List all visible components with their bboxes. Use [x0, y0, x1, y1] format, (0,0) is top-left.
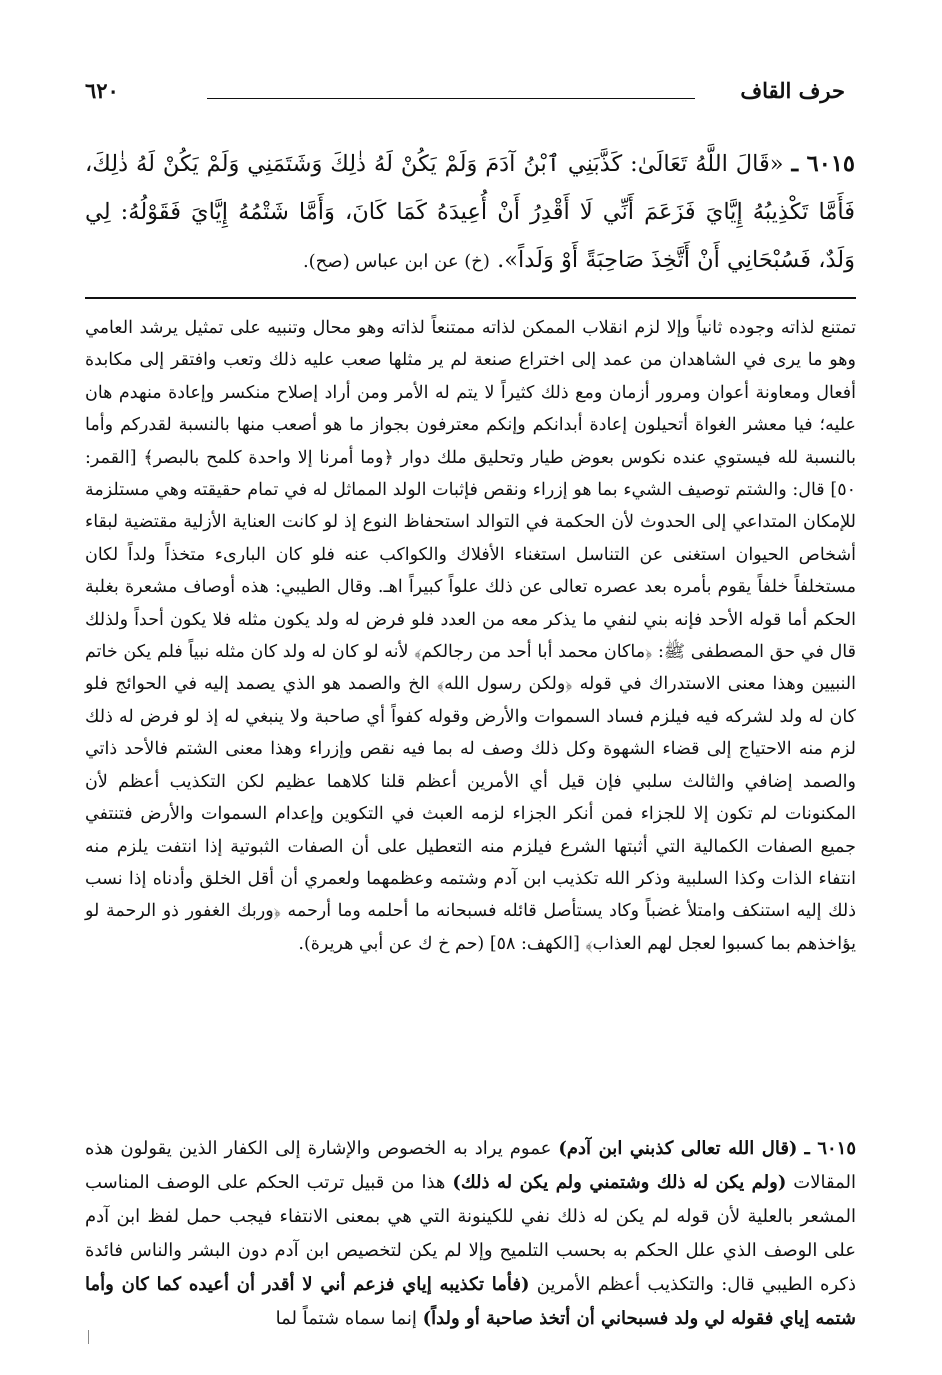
commentary-paragraph: تمتنع لذاته وجوده ثانياً وإلا لزم انقلاب الممكن لذاته ممتنعاً لذاته وهو محال وتنبيه على تمثيل يرشد العامي وهو ما يرى في الشاهدان من عمد إلى اختراع صنعة لم ير مثلها صعب عليه ذلك وتعب وافتقر إلى مكابدة أفعال ومعاونة أعوان ومرور أزمان ومع ذلك كثيراً لا يتم له الأمر ومن أراد إصلاح منكسر وإعادة منهدم هان عليه؛ فيا معشر الغواة أتحيلون إعادة أبدانكم وإنكم معترفون بجواز ما هو أصعب منها بالنسبة لقدركم وأما بالنسبة لله فيستوي عنده نكوس بعوض طيار وتحليق ملك دوار ﴿وما أمرنا إلا واحدة كلمح بالبصر﴾ [القمر: ٥٠] قال: والشتم توصيف الشيء بما هو إزراء ونقص فإثبات الولد المماثل له في تمام حقيقته وهي مستلزمة للإمكان المتداعي إلى الحدوث لأن الحكمة في التوالد استحفاظ النوع إذ لو كانت العناية الأزلية مقتضية لبقاء أشخاص الحيوان استغنى عن التناسل استغناء الأفلاك والكواكب عنه فلو كان البارىء متخذاً ولداً لكان مستخلفاً خلفاً يقوم بأمره بعد عصره تعالى عن ذلك علواً كبيراً اهـ. وقال الطيبي: هذه أوصاف مشعرة بغلبة الحكم أما قوله الأحد فإنه بني لنفي ما يذكر معه من العدد فلو فرض له ولد يكون مثله فلا يكون أحداً ولذلك قال في حق المصطفى ﷺ: ﴿ماكان محمد أبا أحد من رجالكم﴾ لأنه لو كان له ولد كان مثله نبياً فلم يكن خاتم النبيين وهذا معنى الاستدراك في قوله ﴿ولكن رسول الله﴾ الخ والصمد هو الذي يصمد إليه في الحوائج فلو كان له ولد لشركه فيه فيلزم فساد السموات والأرض وقوله كفواً أي صاحبة ولا ينبغي له إذ لو فرض له ذلك لزم منه الاحتياج إلى قضاء الشهوة وكل ذلك وصف له بما فيه نقص وإزراء وهذا معنى الشتم فالأحد ذاتي والصمد إضافي والثالث سلبي فإن قيل أي الأمرين أعظم قلنا كلاهما عظيم لكن التكذيب أعظم لأن المكنونات لم تكون إلا للجزاء فمن أنكر الجزاء لزمه العبث في التكوين وإعدام السموات والأرض فتنتفي جميع الصفات الكمالية التي أثبتها الشرع فيلزم منه التعطيل على أن الصفات الثبوتية إذا انتفت يلزم منه انتفاء الذات وكذا السلبية وذكر الله تكذيب ابن آدم وشتمه وعظمهما ولعمري أن أقل الخلق وأدناه إذا نسب ذلك إليه استنكف وامتلأ غضباً وكاد يستأصل قائله فسبحانه ما أحلمه وما أرحمه ﴿وربك الغفور ذو الرحمة لو يؤاخذهم بما كسبوا لعجل لهم العذاب﴾ [الكهف: ٥٨] (حم خ ك عن أبي هريرة).	[85, 318, 856, 954]
sharh-text-2: هذا من قبيل ترتب الحكم على الوصف المناسب المشعر بالعلية لأن قوله لم يكن له ذلك نفي للكينونة التي هي بمعنى الانتفاء فيجب حمل لفظ ابن آدم على الوصف الذي علل الحكم به بحسب التلميح وإلا لم يكن لتخصيص ابن آدم دون البشر والناس فائدة ذكره الطيبي قال: والتكذيب أعظم الأمرين	[85, 1172, 857, 1295]
hadith-source: (خ) عن ابن عباس (صح).	[302, 251, 490, 272]
hadith-text	[85, 140, 855, 286]
header-rule	[207, 98, 695, 99]
page-header	[85, 78, 845, 112]
sharh-text-3: إنما سماه شتماً لما	[275, 1308, 417, 1329]
sharh-lemma-2: (ولم يكن له ذلك وشتمني ولم يكن له ذلك)	[452, 1172, 787, 1193]
hadith-body: «قَالَ اللَّهُ تَعَالَىٰ: كَذَّبَنِي ٱبْنُ آدَمَ وَلَمْ يَكُنْ لَهُ ذٰلِكَ وَشَتَمَنِي وَلَمْ يَكُنْ لَهُ ذٰلِكَ، فَأَمَّا تَكْذِيبُهُ إِيَّايَ فَزَعَمَ أَنِّي لَا أَقْدِرُ أَنْ أُعِيدَهُ كَمَا كَانَ، وَأَمَّا شَتْمُهُ إِيَّايَ فَقَوْلُهُ: لِي وَلَدٌ، فَسُبْحَانِي أَنْ أَتَّخِذَ صَاحِبَةً أَوْ وَلَداً».	[85, 151, 855, 273]
sharh-lemma-3: (فأما تكذيبه إياي فزعم أني لا أقدر أن أعيده كما كان وأما شتمه إياي فقوله لي ولد فسبحاني أن أتخذ صاحبة أو ولداً)	[85, 1274, 856, 1329]
commentary-block	[85, 312, 856, 960]
sharh-number: ٦٠١٥ ـ	[804, 1138, 856, 1159]
footnote-divider	[85, 297, 856, 299]
chapter-title: حرف القاف	[740, 78, 845, 103]
sharh-lemma-1: (قال الله تعالى كذبني ابن آدم)	[558, 1138, 798, 1159]
sharh-paragraph	[85, 1132, 856, 1336]
sharh-block	[85, 1132, 856, 1336]
page-number: ٦٢٠	[85, 78, 119, 103]
hadith-number: ٦٠١٥ ـ	[791, 151, 856, 177]
margin-mark	[88, 1330, 89, 1344]
sharh-text-1: عموم يراد به الخصوص والإشارة إلى الكفار الذين يقولون هذه المقالات	[85, 1138, 856, 1193]
